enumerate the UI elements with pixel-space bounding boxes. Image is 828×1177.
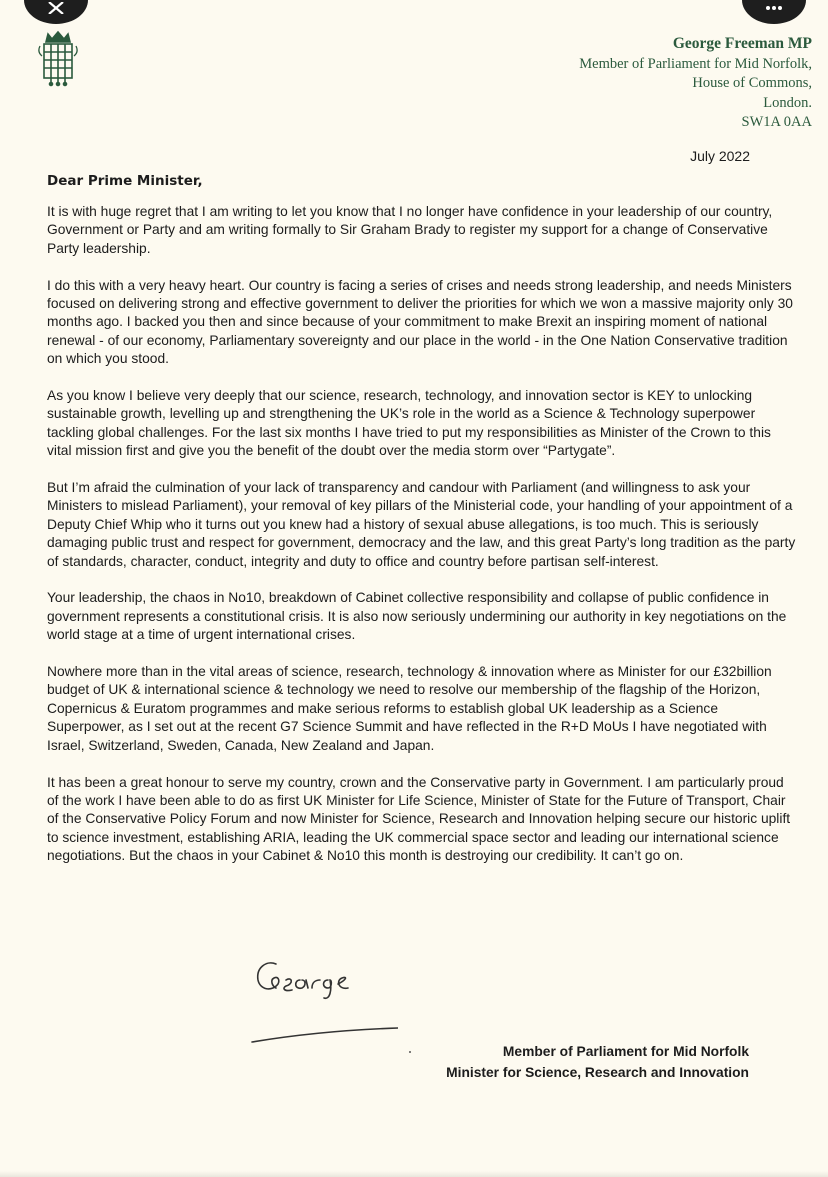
address-line: SW1A 0AA [741,114,812,130]
paragraph: Your leadership, the chaos in No10, breakdown of Cabinet collective responsibility and collapse of public confidence in government represents a constitutional crisis. It is also now seriously undermining our authority in key negotiations on the world stage at a time of urgent international crises. [47,590,787,643]
bottom-edge [0,1171,828,1177]
portcullis-icon [38,30,78,90]
paragraph: As you know I believe very deeply that our science, research, technology, and innovation sector is KEY to unlocking sustainable growth, levelling up and strengthening the UK’s role in the world as a Science & Technology superpower tackling global challenges. For the last six months I have tried to put my responsibilities as Minister of the Crown to this vital mission first and give you the benefit of the doubt over the media storm over “Partygate”. [47,388,771,459]
close-icon [46,2,66,14]
signature-title: Member of Parliament for Mid Norfolk [502,1044,749,1059]
letter-date: July 2022 [690,148,750,164]
more-icon [764,2,784,12]
paragraph: Nowhere more than in the vital areas of science, research, technology & innovation where as Minister for our £32billion budget of UK & international science & technology we need to resolve our membership of the flagship of the Horizon, Copernicus & Euratom programmes and make serious reforms to establish global UK leadership as a Science Superpower, as I set out at the recent G7 Science Summit and have reflected in the R+D MoUs I have negotiated with Israel, Switzerland, Sweden, Canada, New Zealand and Japan. [47,664,772,753]
address-line: House of Commons, [692,75,812,91]
letterhead-address [579,34,812,133]
salutation: Dear Prime Minister, [47,173,203,189]
address-line: London. [763,94,812,111]
paragraph: It is with huge regret that I am writing to let you know that I no longer have confidence in your leadership of our country, Government or Party and am writing formally to Sir Graham Brady to register my support for a change of Conservative Party leadership. [47,204,773,256]
handwritten-signature [248,950,398,1050]
signature-block [446,1041,749,1083]
letter-body [47,203,797,884]
paragraph: It has been a great honour to serve my country, crown and the Conservative party in Government. I am particularly proud of the work I have been able to do as first UK Minister for Life Science, Minister of State for the Future of Transport, Chair of the Conservative Policy Forum and now Minister for Science, Research and Innovation helping secure our historic uplift to science investment, establishing ARIA, leading the UK commercial space sector and leading our international science negotiations. But the chaos in your Cabinet & No10 this month is destroying our credibility. It can’t go on. [47,774,791,864]
paragraph: But I’m afraid the culmination of your lack of transparency and candour with Parliament (and willingness to ask your Ministers to mislead Parliament), your removal of key pillars of the Ministerial code, your handling of your appointment of a Deputy Chief Whip who it turns out you knew had a history of sexual abuse allegations, is too much. This is seriously damaging public trust and respect for government, democracy and the law, and this great Party’s long tradition as the party of standards, character, conduct, integrity and duty to office and country before partisan self-interest. [47,480,796,569]
stray-dot [409,1051,411,1053]
address-line: Member of Parliament for Mid Norfolk, [579,55,812,72]
signature-role: Minister for Science, Research and Innovation [446,1065,749,1080]
sender-name: George Freeman MP [672,35,812,52]
more-button[interactable] [742,0,806,24]
close-button[interactable] [24,0,88,24]
paragraph: I do this with a very heavy heart. Our country is facing a series of crises and needs strong leadership, and needs Ministers focused on delivering strong and effective government to deliver the priorities for which we won a massive majority only 30 months ago. I backed you then and since because of your commitment to make Brexit an inspiring moment of national renewal - of our economy, Parliamentary sovereignty and our place in the world - in the One Nation Conservative tradition on which you stood. [47,277,793,367]
